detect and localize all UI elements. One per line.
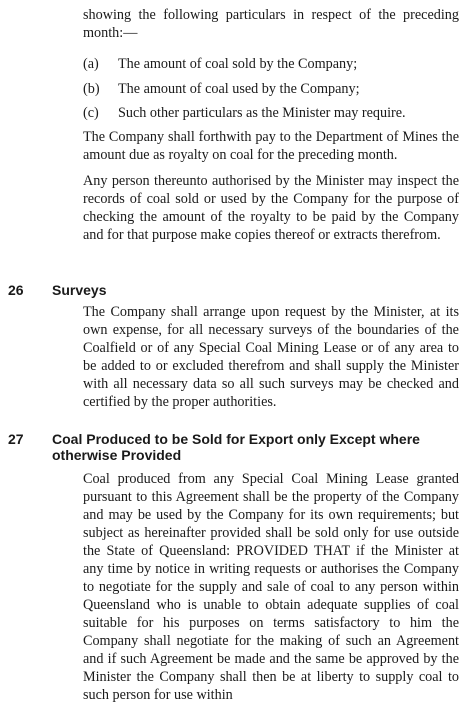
list-item-label: (c) [83, 105, 99, 121]
list-item-text: Such other particulars as the Minister may require. [118, 105, 406, 121]
list-item-text: The amount of coal used by the Company; [118, 81, 360, 97]
list-item-label: (b) [83, 81, 100, 97]
section-26-title: Surveys [52, 282, 107, 298]
section-27-title: Coal Produced to be Sold for Export only Except where otherwise Provided [52, 431, 420, 463]
royalty-paragraph: The Company shall forthwith pay to the Department of Mines the amount due as royalty on coal for the preceding month. [83, 129, 459, 163]
inspection-paragraph: Any person thereunto authorised by the Minister may inspect the records of coal sold or used by the Company for the purpose of checking the amount of the royalty to be paid by the Company and for that purpose make copies thereof or extracts therefrom. [83, 173, 459, 243]
section-27-text: Coal produced from any Special Coal Mining Lease granted pursuant to this Agreement shall be the property of the Company and may be used by the Company for its own requirements; but subject as hereinafter provided shall be sold only for use outside the State of Queensland: PROVIDED THAT if the Minister at any time by notice in writing requests or authorises the Company to negotiate for the supply and sale of coal to any person within Queensland who is unable to obtain adequate supplies of coal suitable for his purposes on terms satisfactory to him the Company shall negotiate for the making of such an Agreement and if such Agreement be made and the same be approved by the Minister the Company shall then be at liberty to supply coal to such person for use within [83, 471, 459, 703]
section-27-number: 27 [8, 431, 24, 447]
section-26-number: 26 [8, 282, 24, 298]
section-26-text: The Company shall arrange upon request by the Minister, at its own expense, for all necessary surveys of the boundaries of the Coalfield or of any Special Coal Mining Lease or of any area to be added to or excluded therefrom and shall supply the Minister with all necessary data so all such surveys may be checked and certified by the proper authorities. [83, 304, 459, 410]
list-item-label: (a) [83, 56, 99, 72]
intro-continuation: showing the following particulars in respect of the preceding month:— [83, 7, 459, 41]
list-item-text: The amount of coal sold by the Company; [118, 56, 358, 72]
